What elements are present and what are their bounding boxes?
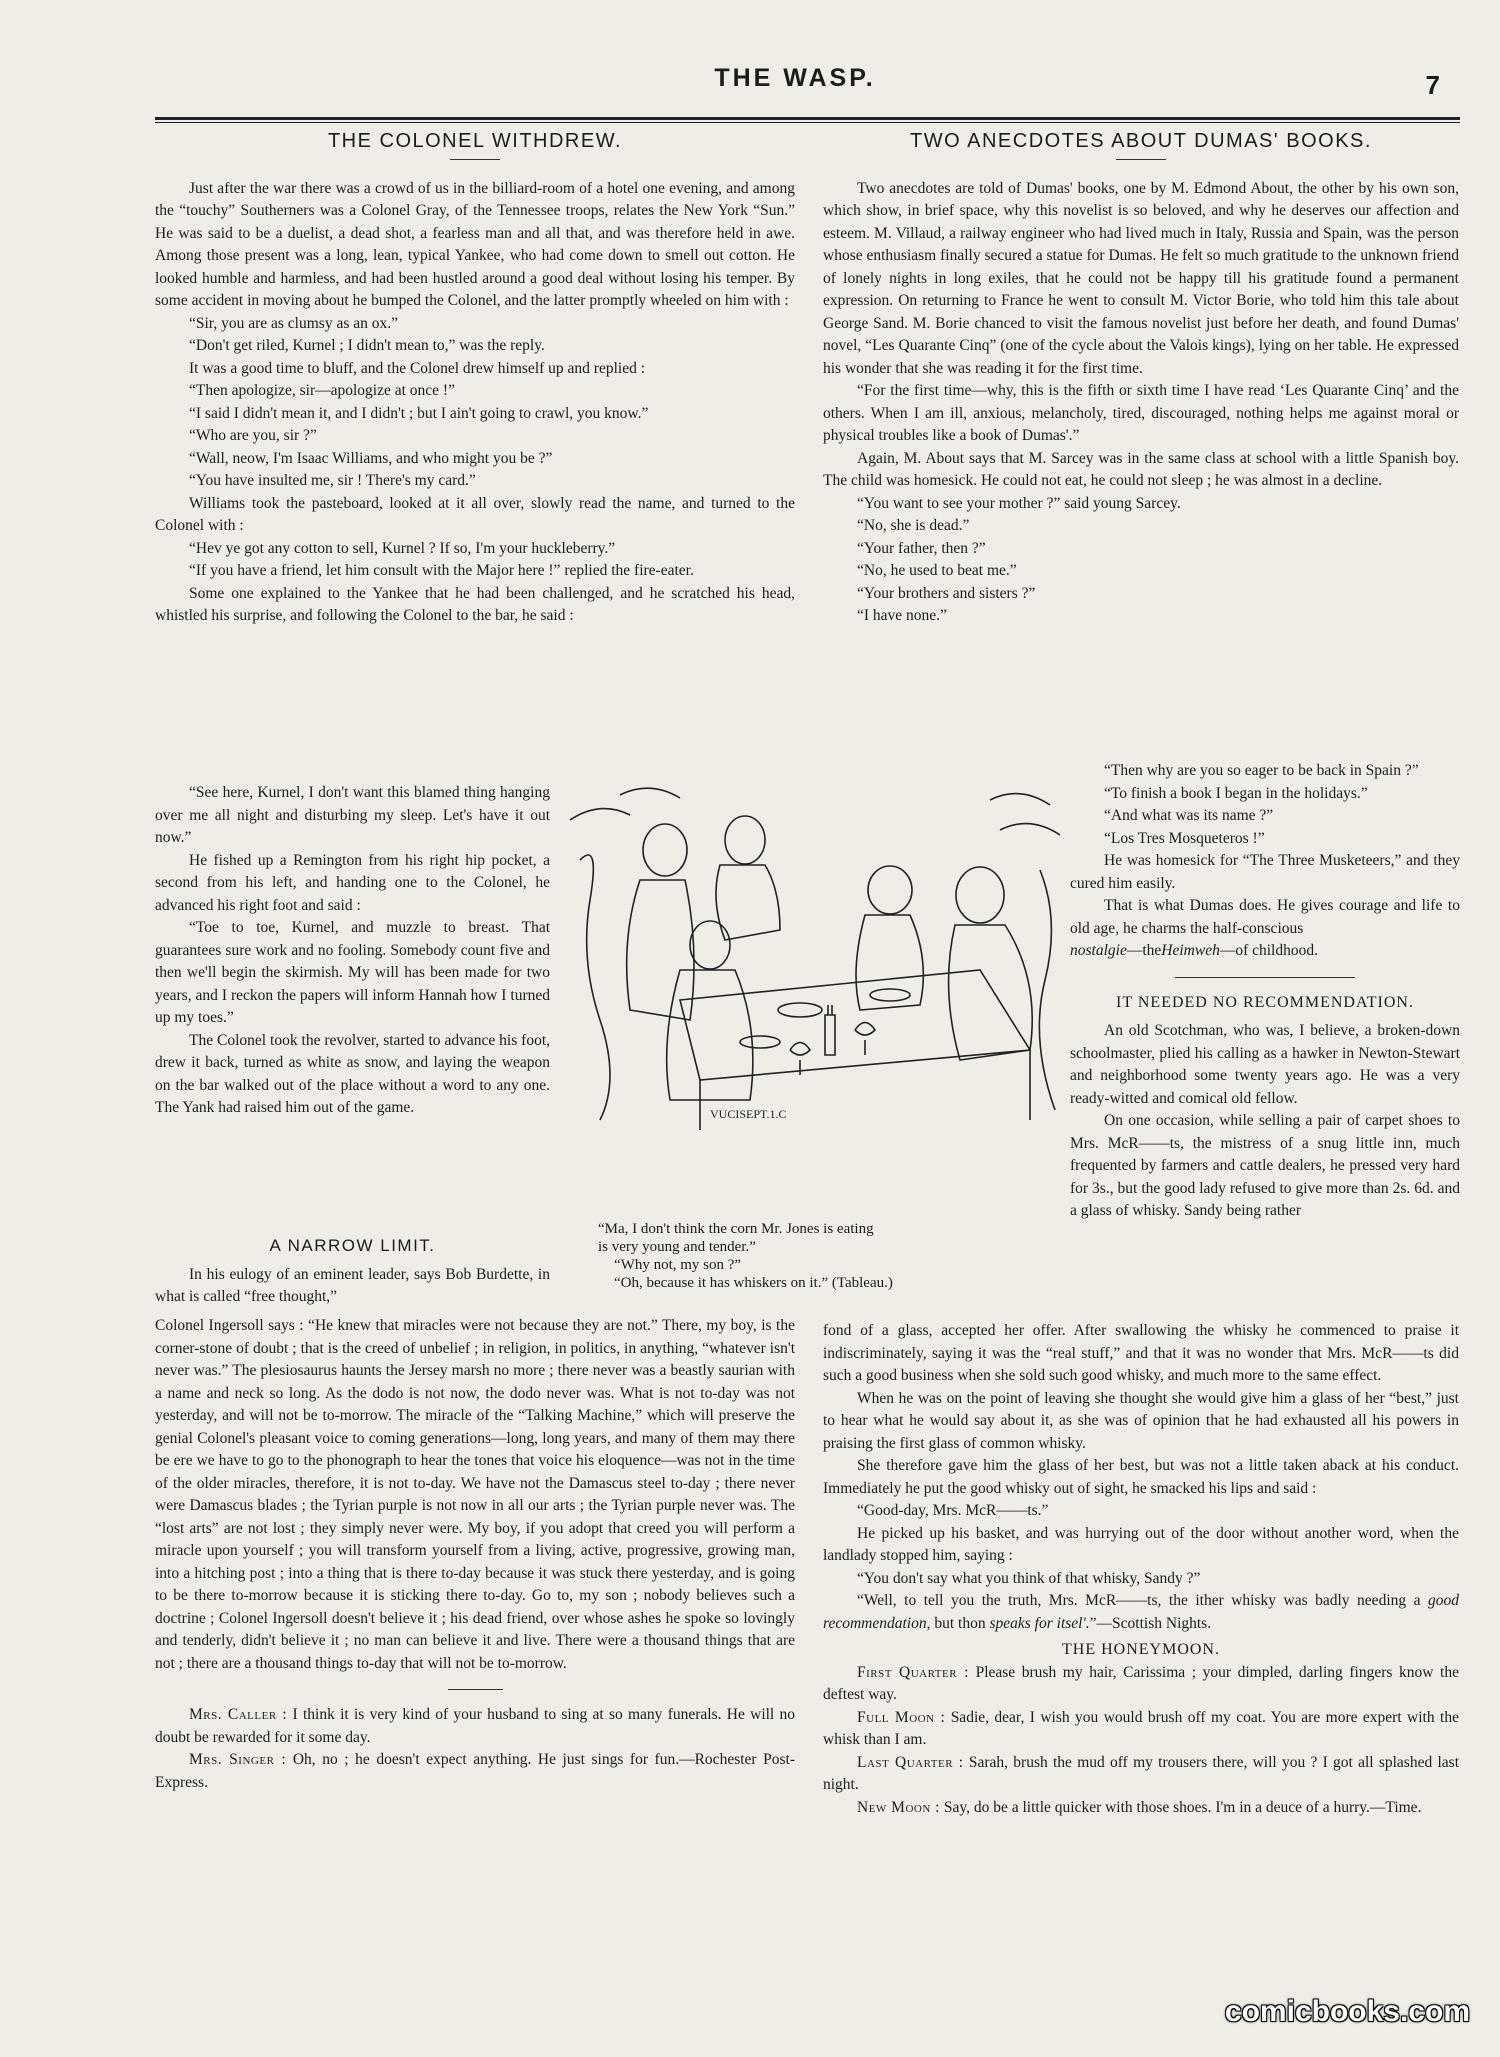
masthead bbox=[150, 60, 1440, 120]
paragraph: He was homesick for “The Three Musketeers,” and they cured him easily. bbox=[1070, 852, 1460, 892]
paragraph: He picked up his basket, and was hurrying out of the door without another word, when the landlady stopped him, saying : bbox=[823, 1524, 1459, 1564]
article-heading: A NARROW LIMIT. bbox=[269, 1236, 436, 1255]
text-run: but thon bbox=[934, 1614, 986, 1632]
honeymoon-entry bbox=[823, 1662, 1459, 1707]
dinner-table-illustration bbox=[560, 780, 1070, 1150]
paragraph: “No, he used to beat me.” bbox=[857, 562, 1017, 579]
italic-phrase: good recommendation, bbox=[823, 1592, 1459, 1632]
paragraph: Again, M. About says that M. Sarcey was in the same class at school with a little Spanish boy. The child was homesick. He could not eat, he could not sleep ; he was almost in a decline. bbox=[823, 449, 1459, 489]
paragraph: Some one explained to the Yankee that he had been challenged, and he scratched his head, whistled his surprise, and following the Colonel to the bar, he said : bbox=[155, 584, 795, 624]
paragraph: “Your father, then ?” bbox=[857, 539, 986, 557]
paragraph: Just after the war there was a crowd of us in the billiard-room of a hotel one evening, and among the “touchy” Southerners was a Colonel Gray, of the Tennessee troops, relates the New York “Sun.” He was said to be a duelist, a dead shot, a fearless man and all that, and was therefore held in awe. Among those present was a long, lean, typical Yankee, who had come down to smell out cotton. He looked humble and harmless, and had been hustled around a good deal without losing his temper. By some accident in moving about he bumped the Colonel, and the latter promptly wheeled on him with : bbox=[155, 179, 795, 309]
masthead-rule-thin bbox=[155, 122, 1460, 123]
illustrator-signature: VUCISEPT.1.C bbox=[710, 1107, 787, 1121]
text-run: “Well, to tell you the truth, Mrs. McR——ts, the ither whisky was badly needing a bbox=[857, 1592, 1421, 1609]
illustration-caption bbox=[598, 1220, 1058, 1292]
entry-label: Last Quarter : bbox=[857, 1753, 964, 1771]
paragraph: Two anecdotes are told of Dumas' books, one by M. Edmond About, the other by his own son, which show, in brief space, why this novelist is so beloved, and why he deserves our affection and esteem. M. Villaud, a railway engineer who had lived much in Italy, Russia and Spain, was the person whose enthusiasm finally secured a statue for Dumas. He felt so much gratitude to the unknown friend of lonely nights in long exiles, that he could not be happy till his gratitude found a permanent expression. On returning to France he went to consult M. Victor Borie, who told him this tale about George Sand. M. Borie chanced to visit the famous novelist just before her death, and found Dumas' novel, “Les Quarante Cinq” (one of the cycle about the Valois kings), lying on her table. He expressed his wonder that she was reading it for the first time. bbox=[823, 179, 1459, 377]
paragraph: “Don't get riled, Kurnel ; I didn't mean to,” was the reply. bbox=[189, 337, 545, 354]
italic-word: nostalgie bbox=[1070, 942, 1127, 959]
article-narrow-limit-intro bbox=[155, 1235, 550, 1309]
paragraph: That is what Dumas does. He gives courage and life to old age, he charms the half-conscious bbox=[1070, 897, 1460, 937]
entry-text: Please brush my hair, Carissima ; your dimpled, darling fingers know the deftest way. bbox=[823, 1663, 1459, 1703]
paragraph: “Then why are you so eager to be back in Spain ?” bbox=[1104, 762, 1419, 779]
heading-rule bbox=[450, 159, 500, 160]
dialogue-line bbox=[155, 1704, 795, 1749]
paragraph: “You want to see your mother ?” said young Sarcey. bbox=[857, 494, 1181, 512]
page-number: 7 bbox=[1425, 70, 1440, 100]
paragraph: “I said I didn't mean it, and I didn't ; but I ain't going to crawl, you know.” bbox=[189, 404, 649, 422]
article-colonel-continued bbox=[155, 782, 550, 1120]
article-colonel bbox=[155, 130, 795, 628]
article-heading: THE COLONEL WITHDREW. bbox=[327, 130, 623, 152]
paragraph: An old Scotchman, who was, I believe, a broken-down schoolmaster, plied his calling as a hawker in Newton-Stewart and neighborhood some twenty years ago. He was a very ready-witted and comical old fellow. bbox=[1070, 1022, 1460, 1107]
entry-text: Say, do be a little quicker with those shoes. I'm in a deuce of a hurry.—Time. bbox=[943, 1798, 1422, 1816]
honeymoon-entry bbox=[823, 1707, 1459, 1752]
entry-text: Sadie, dear, I wish you would brush off my coat. You are more expert with the whisk than I am. bbox=[823, 1708, 1459, 1748]
paragraph: He fished up a Remington from his right hip pocket, a second from his left, and handing one to the Colonel, he advanced his right foot and said : bbox=[155, 851, 550, 914]
paragraph: When he was on the point of leaving she thought she would give him a glass of her “best,” just to hear what he would say about it, as she was of opinion that he had exhausted all his powers in praising the first glass of common whisky. bbox=[823, 1389, 1459, 1452]
paragraph: “For the first time—why, this is the fifth or sixth time I have read ‘Les Quarante Cinq’ and the others. When I am ill, anxious, melancholy, tired, discouraged, nothing helps me against moral or physical troubles like a book of Dumas'.” bbox=[823, 382, 1459, 444]
text-run: ”—Scottish Nights. bbox=[1089, 1614, 1212, 1632]
paragraph: “Good-day, Mrs. McR——ts.” bbox=[857, 1502, 1049, 1519]
paragraph: Williams took the pasteboard, looked at it all over, slowly read the name, and turned to the Colonel with : bbox=[155, 494, 795, 534]
entry-text: Sarah, brush the mud off my trousers there, will you ? I got all splashed last night. bbox=[823, 1753, 1460, 1793]
paragraph: The Colonel took the revolver, started to advance his foot, drew it back, turned as white as snow, and laying the weapon on the bar walked out of the place without a word to any one. The Yank had raised him out of the game. bbox=[155, 1031, 550, 1116]
entry-label: First Quarter : bbox=[857, 1663, 969, 1681]
caption-line: “Ma, I don't think the corn Mr. Jones is eating bbox=[598, 1221, 874, 1237]
honeymoon-entry bbox=[823, 1752, 1459, 1797]
dialogue-text: I think it is very kind of your husband to sing at so many funerals. He will no doubt be rewarded for it some day. bbox=[155, 1706, 796, 1746]
article-dumas-continued bbox=[1070, 760, 1460, 1223]
caption-line: “Oh, because it has whiskers on it.” (Tableau.) bbox=[614, 1275, 893, 1291]
paragraph: “Hev ye got any cotton to sell, Kurnel ? If so, I'm your huckleberry.” bbox=[189, 539, 616, 557]
paragraph: In his eulogy of an eminent leader, says Bob Burdette, in what is called “free thought,” bbox=[155, 1265, 550, 1305]
masthead-title: THE WASP. bbox=[714, 64, 876, 92]
article-heading: IT NEEDED NO RECOMMENDATION. bbox=[1116, 993, 1414, 1011]
honeymoon-entry bbox=[823, 1797, 1459, 1820]
italic-word: Heimweh bbox=[1161, 942, 1220, 959]
masthead-rule bbox=[155, 117, 1460, 120]
paragraph: “Then apologize, sir—apologize at once !” bbox=[189, 382, 455, 399]
paragraph bbox=[1070, 940, 1460, 963]
paragraph: “You don't say what you think of that whisky, Sandy ?” bbox=[857, 1569, 1201, 1587]
paragraph: “If you have a friend, let him consult with the Major here !” replied the fire-eater. bbox=[189, 562, 694, 579]
section-divider bbox=[448, 1689, 503, 1690]
text-run: —of childhood. bbox=[1219, 942, 1318, 959]
paragraph: “Toe to toe, Kurnel, and muzzle to breast. That guarantees sure work and no fooling. Somebody count five and then we'll begin the skirmish. My will has been made for two years, and I reckon the papers will inform Hannah how I turned up my toes.” bbox=[155, 919, 550, 1026]
paragraph: “Wall, neow, I'm Isaac Williams, and who might you be ?” bbox=[189, 449, 553, 467]
paragraph: “Who are you, sir ?” bbox=[189, 427, 317, 444]
italic-phrase: speaks for itsel'. bbox=[989, 1614, 1090, 1632]
dialogue-text: Oh, no ; he doesn't expect anything. He just sings for fun.—Rochester Post-Express. bbox=[155, 1751, 796, 1791]
paragraph: She therefore gave him the glass of her best, but was not a little taken aback at his conduct. Immediately he put the good whisky out of sight, he smacked his lips and said : bbox=[823, 1457, 1459, 1497]
article-dumas bbox=[823, 130, 1459, 628]
paragraph: fond of a glass, accepted her offer. After swallowing the whisky he commenced to praise it indiscriminately, saying it was the “real stuff,” and that it was no wonder that Mrs. McR——ts did such a good business when she sold such good whisky, and much more to the same effect. bbox=[823, 1322, 1459, 1384]
article-recommendation bbox=[823, 1320, 1459, 1819]
paragraph: “Sir, you are as clumsy as an ox.” bbox=[189, 314, 399, 332]
site-watermark: comicbooks.com bbox=[1224, 1995, 1470, 2028]
paragraph: “No, she is dead.” bbox=[857, 517, 970, 534]
paragraph: “You have insulted me, sir ! There's my card.” bbox=[189, 472, 476, 489]
paragraph: “To finish a book I began in the holidays.” bbox=[1104, 784, 1368, 802]
paragraph bbox=[823, 1590, 1459, 1635]
entry-label: New Moon : bbox=[857, 1798, 940, 1816]
dialogue-line bbox=[155, 1749, 795, 1794]
caption-line: “Why not, my son ?” bbox=[614, 1257, 742, 1273]
article-heading: THE HONEYMOON. bbox=[1062, 1641, 1220, 1658]
paragraph: “See here, Kurnel, I don't want this blamed thing hanging over me all night and disturbing my sleep. Let's have it out now.” bbox=[155, 784, 550, 846]
paragraph: “Los Tres Mosqueteros !” bbox=[1104, 829, 1265, 847]
entry-label: Full Moon : bbox=[857, 1708, 946, 1726]
speaker-label: Mrs. Singer : bbox=[189, 1751, 287, 1768]
paragraph: On one occasion, while selling a pair of carpet shoes to Mrs. McR——ts, the mistress of a snug little inn, much frequented by farmers and cattle dealers, he pressed very hard for 3s., but the good lady refused to give more than 2s. 6d. and a glass of whisky. Sandy being rather bbox=[1070, 1112, 1460, 1219]
article-heading: TWO ANECDOTES ABOUT DUMAS' BOOKS. bbox=[910, 130, 1372, 152]
section-divider bbox=[1175, 977, 1355, 978]
paragraph: “I have none.” bbox=[857, 607, 947, 624]
paragraph: It was a good time to bluff, and the Colonel drew himself up and replied : bbox=[189, 359, 646, 377]
paragraph: “Your brothers and sisters ?” bbox=[857, 584, 1036, 602]
heading-rule bbox=[1116, 159, 1166, 160]
article-narrow-limit bbox=[155, 1315, 795, 1794]
paragraph: “And what was its name ?” bbox=[1104, 807, 1274, 824]
caption-line: is very young and tender.” bbox=[598, 1239, 756, 1255]
text-run: —the bbox=[1126, 942, 1162, 959]
speaker-label: Mrs. Caller : bbox=[189, 1706, 288, 1723]
paragraph: Colonel Ingersoll says : “He knew that miracles were not because they are not.” There, my boy, is the corner-stone of doubt ; that is the creed of unbelief ; in religion, in politics, in anything, “whatever isn't never was.” The plesiosaurus haunts the Jersey marsh no more ; there never was a beastly saurian with a name and neck so long. As the dodo is not now, the dodo never was. What is not to-day was not yesterday, and will not be to-morrow. The miracle of the “Talking Machine,” which will preserve the genial Colonel's pleasant voice to coming generations—long, long years, and many of them may there be ere we have to go to the phonograph to hear the tones that voice his eloquence—was not in the time of the older miracles, therefore, it is not to-day. We have not the Damascus steel to-day ; there never were Damascus blades ; the Tyrian purple is not now in all our arts ; the Tyrian purple never was. The “lost arts” are not lost ; they simply never were. My boy, if you adopt that creed you will perform a miracle upon yourself ; you will transform yourself from a living, active, progressive, growing man, into a hitching post ; into a thing that is there to-day because it was stuck there yesterday, and is going to be there to-morrow because it is sticking there to-day. Go to, my son ; nobody believes such a doctrine ; Colonel Ingersoll doesn't believe it ; his dead friend, over whose ashes he spoke so lovingly and tenderly, didn't believe it ; no man can believe it and live. There were a thousand things that are not ; there are a thousand things to-day that will not be to-morrow. bbox=[155, 1317, 795, 1672]
